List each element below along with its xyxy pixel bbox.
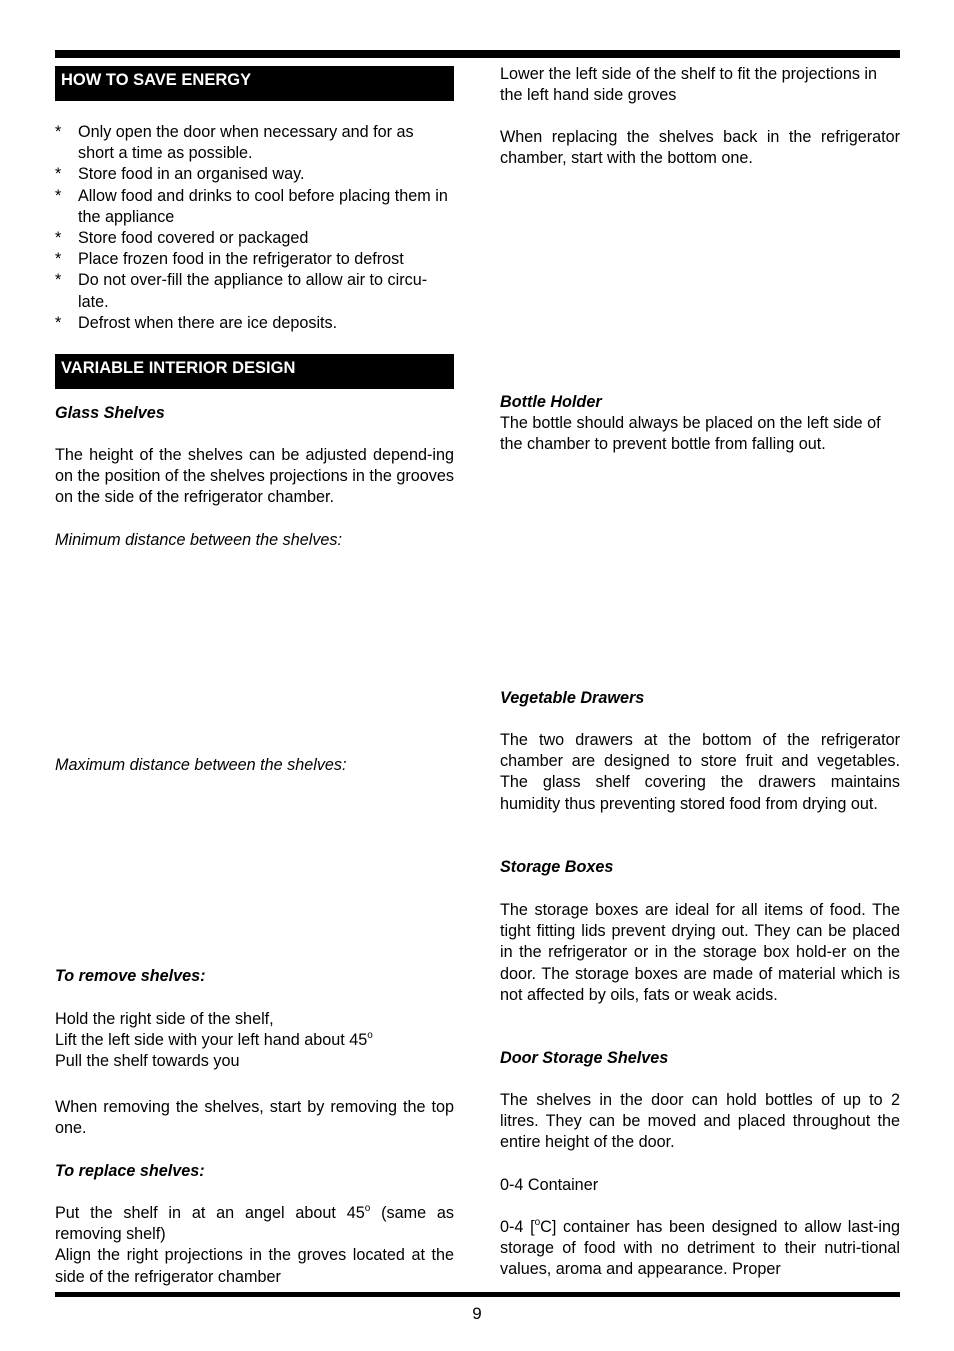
lower-shelf-text: Lower the left side of the shelf to fit the projections in the left hand side groves xyxy=(500,65,878,105)
min-distance-label: Minimum distance between the shelves: xyxy=(55,531,343,549)
remove-note: When removing the shelves, start by removing the top one. xyxy=(55,1098,454,1138)
list-item: * Place frozen food in the refrigerator to defrost xyxy=(55,250,404,269)
top-rule xyxy=(55,50,900,58)
door-shelves-heading: Door Storage Shelves xyxy=(500,1049,669,1067)
energy-tips-list xyxy=(55,122,454,334)
storage-boxes-heading: Storage Boxes xyxy=(500,858,614,876)
bottom-rule xyxy=(55,1292,900,1297)
remove-step-3: Pull the shelf towards you xyxy=(55,1052,240,1071)
energy-section-header: HOW TO SAVE ENERGY xyxy=(55,66,454,101)
interior-section-header: VARIABLE INTERIOR DESIGN xyxy=(55,354,454,389)
list-item: * Do not over-fill the appliance to allow air to circu-late. xyxy=(55,271,428,311)
page-number: 9 xyxy=(472,1304,482,1323)
list-item: * Only open the door when necessary and for as short a time as possible. xyxy=(55,123,414,163)
remove-shelves-heading: To remove shelves: xyxy=(55,967,206,985)
list-item: * Allow food and drinks to cool before placing them in the appliance xyxy=(55,186,448,226)
remove-steps xyxy=(55,1009,454,1073)
list-item: * Store food covered or packaged xyxy=(55,229,309,248)
glass-shelves-heading: Glass Shelves xyxy=(55,404,165,422)
replace-order-note: When replacing the shelves back in the refrigerator chamber, start with the bottom one. xyxy=(500,128,900,168)
container-text: 0-4 [$^o$C] container has been designed to allow last-ing storage of food with no detriment to their nutri-tional values, aroma and appearance. Proper xyxy=(500,1216,900,1279)
remove-step-1: Hold the right side of the shelf, xyxy=(55,1010,274,1028)
remove-step-2: Lift the left side with your left hand about 45$^o$ xyxy=(55,1029,373,1050)
glass-shelves-text: The height of the shelves can be adjusted depend-ing on the position of the shelves projections in the grooves on the side of the refrigerator chamber. xyxy=(55,446,454,507)
replace-shelves-heading: To replace shelves: xyxy=(55,1162,205,1180)
list-item: * Defrost when there are ice deposits. xyxy=(55,313,338,332)
bottle-holder-heading: Bottle Holder xyxy=(500,393,602,411)
replace-steps xyxy=(55,1203,454,1288)
replace-step-1: Put the shelf in at an angel about 45$^o$ (same as removing shelf) xyxy=(55,1202,454,1244)
vegetable-drawers-text: The two drawers at the bottom of the refrigerator chamber are designed to store fruit and vegetables. The glass shelf covering the drawers maintains humidity thus preventing stored food from drying out. xyxy=(500,731,900,813)
max-distance-label: Maximum distance between the shelves: xyxy=(55,756,347,774)
replace-step-2: Align the right projections in the groves located at the side of the refrigerator chamber xyxy=(55,1246,454,1286)
bottle-holder-text: The bottle should always be placed on the left side of the chamber to prevent bottle from falling out. xyxy=(500,414,881,454)
vegetable-drawers-heading: Vegetable Drawers xyxy=(500,689,645,707)
container-label: 0-4 Container xyxy=(500,1176,599,1194)
list-item: * Store food in an organised way. xyxy=(55,165,305,184)
door-shelves-text: The shelves in the door can hold bottles of up to 2 litres. They can be moved and placed throughout the entire height of the door. xyxy=(500,1091,900,1152)
storage-boxes-text: The storage boxes are ideal for all items of food. The tight fitting lids prevent drying out. They can be placed in the refrigerator or in the storage box hold-er on the door. The storage boxes are made of material which is not affected by oils, fats or weak acids. xyxy=(500,901,900,1004)
